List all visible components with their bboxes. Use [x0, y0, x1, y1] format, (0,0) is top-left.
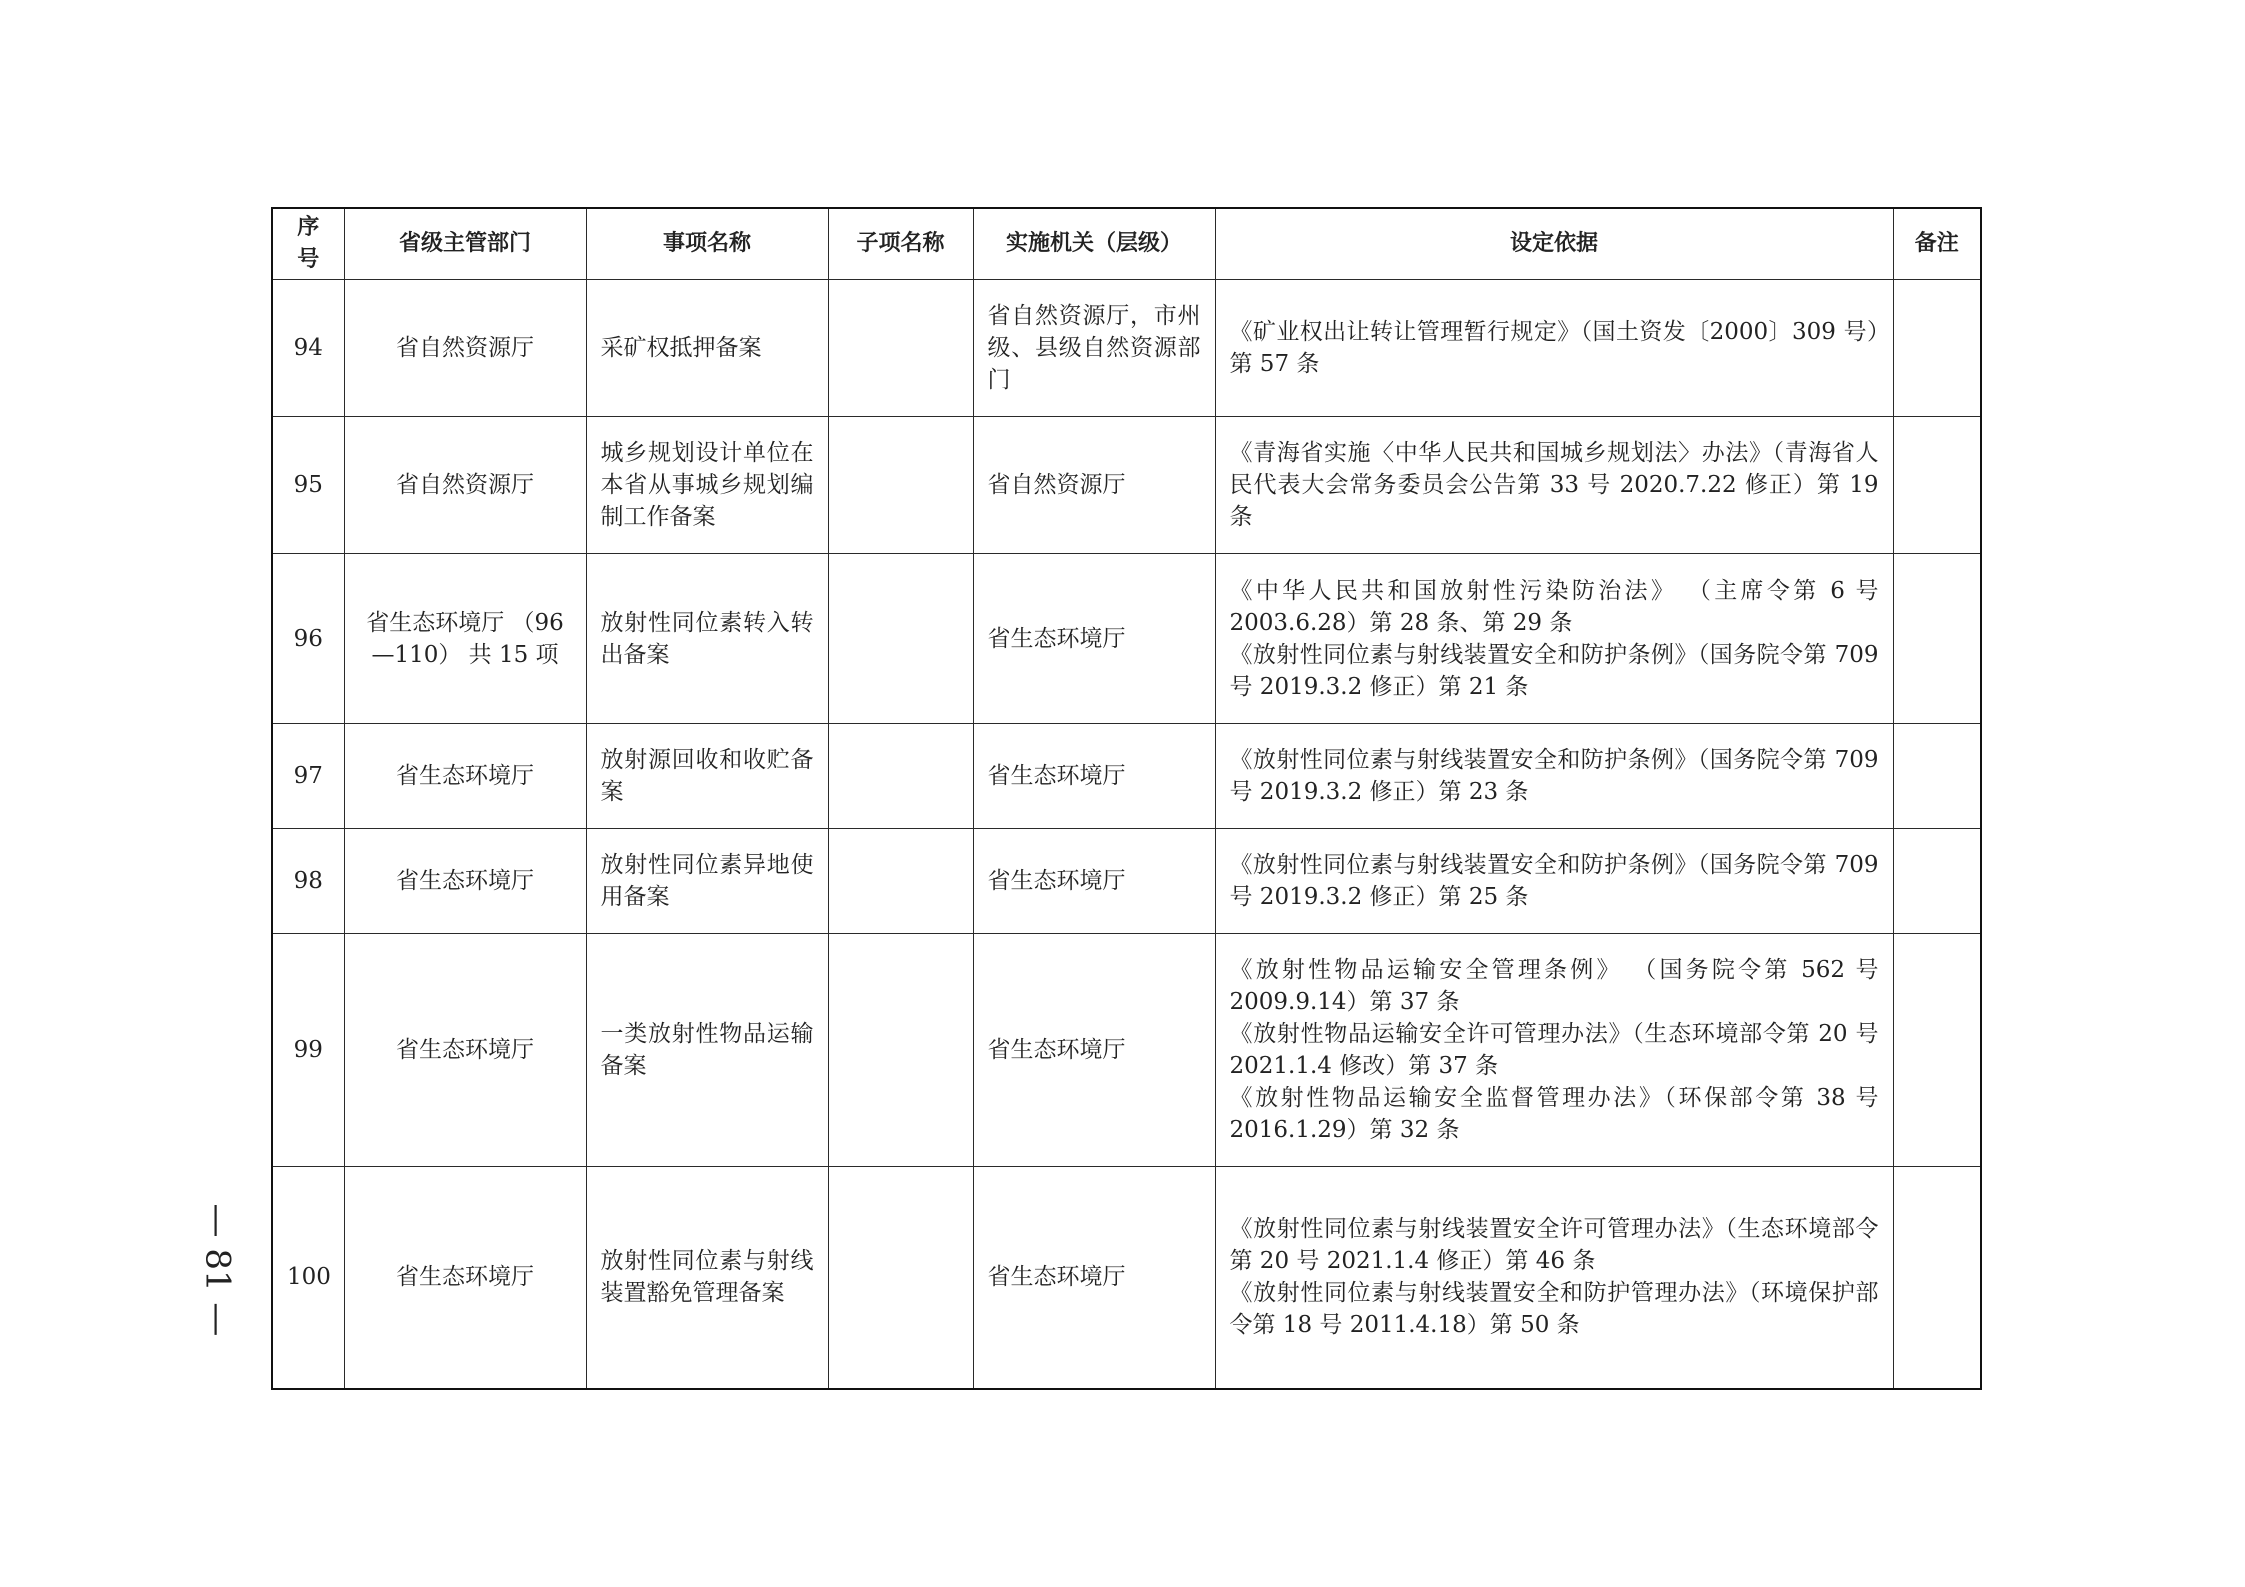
basis-line: 《放射性同位素与射线装置安全和防护条例》（国务院令第 709 号 2019.3.2 修正）第 23 条 — [1229, 747, 1879, 805]
item-line: 放射性同位素转入转出备案 — [600, 609, 814, 668]
cell-seq: 95 — [272, 417, 344, 554]
cell-sub — [828, 1167, 973, 1389]
cell-dept — [344, 554, 586, 724]
cell-sub — [828, 724, 973, 829]
cell-dept — [344, 724, 586, 829]
cell-basis — [1215, 829, 1893, 934]
table-row — [272, 554, 1981, 724]
table-header-row — [272, 208, 1981, 280]
cell-agency — [973, 1167, 1215, 1389]
basis-line: 《矿业权出让转让管理暂行规定》（国土资发〔2000〕309 号）第 57 条 — [1229, 319, 1879, 377]
item-line: 放射源回收和收贮备案 — [600, 747, 814, 805]
table-row — [272, 417, 1981, 554]
table-row — [272, 829, 1981, 934]
cell-dept — [344, 1167, 586, 1389]
basis-line: 《放射性物品运输安全管理条例》 （国务院令第 562 号 2009.9.14）第 37 条 — [1229, 957, 1879, 1015]
cell-remark — [1893, 829, 1981, 934]
header-sub: 子项名称 — [828, 208, 973, 280]
dept-line: 省自然资源厅 — [396, 472, 534, 498]
cell-dept — [344, 417, 586, 554]
cell-agency — [973, 934, 1215, 1167]
cell-remark — [1893, 554, 1981, 724]
cell-item — [586, 724, 828, 829]
agency-line: 省自然资源厅 — [987, 472, 1126, 498]
item-line: 放射性同位素与射线装置豁免管理备案 — [600, 1248, 814, 1307]
item-line: 采矿权抵押备案 — [600, 335, 762, 361]
cell-seq: 96 — [272, 554, 344, 724]
cell-agency — [973, 417, 1215, 554]
cell-seq: 98 — [272, 829, 344, 934]
agency-line: 省自然资源厅，市州级、县级自然资源部门 — [987, 303, 1201, 393]
cell-item — [586, 1167, 828, 1389]
cell-remark — [1893, 417, 1981, 554]
dept-line: 省生态环境厅 — [396, 1264, 534, 1291]
header-basis: 设定依据 — [1215, 208, 1893, 280]
item-line: 放射性同位素异地使用备案 — [600, 852, 814, 910]
cell-dept — [344, 280, 586, 417]
basis-line: 《中华人民共和国放射性污染防治法》 （主席令第 6 号 2003.6.28）第 28 条、第 29 条 — [1229, 577, 1879, 636]
cell-basis — [1215, 280, 1893, 417]
table-row — [272, 724, 1981, 829]
cell-seq: 99 — [272, 934, 344, 1167]
table-row — [272, 1167, 1981, 1389]
cell-item — [586, 829, 828, 934]
cell-remark — [1893, 934, 1981, 1167]
table-row — [272, 934, 1981, 1167]
basis-line: 《放射性同位素与射线装置安全和防护管理办法》（环境保护部令第 18 号 2011.4.18）第 50 条 — [1229, 1280, 1879, 1339]
cell-dept — [344, 934, 586, 1167]
cell-basis — [1215, 934, 1893, 1167]
cell-seq: 100 — [272, 1167, 344, 1389]
cell-agency — [973, 280, 1215, 417]
agency-line: 省生态环境厅 — [987, 868, 1126, 894]
cell-agency — [973, 724, 1215, 829]
cell-basis — [1215, 417, 1893, 554]
cell-seq: 97 — [272, 724, 344, 829]
dept-line: 省生态环境厅 — [396, 763, 534, 789]
basis-line: 《放射性物品运输安全监督管理办法》（环保部令第 38 号 2016.1.29）第 32 条 — [1229, 1085, 1879, 1143]
cell-sub — [828, 829, 973, 934]
dept-line: 共 15 项 — [468, 641, 559, 668]
page-number — [197, 1195, 237, 1345]
header-seq: 序号 — [272, 208, 344, 280]
basis-line: 《青海省实施〈中华人民共和国城乡规划法〉办法》（青海省人民代表大会常务委员会公告第 33 号 2020.7.22 修正）第 19 条 — [1229, 440, 1879, 530]
agency-line: 省生态环境厅 — [987, 763, 1126, 789]
cell-seq: 94 — [272, 280, 344, 417]
table-row — [272, 280, 1981, 417]
basis-line: 《放射性物品运输安全许可管理办法》（生态环境部令第 20 号 2021.1.4 修改）第 37 条 — [1229, 1021, 1879, 1079]
cell-remark — [1893, 280, 1981, 417]
dept-line: （96—110） — [371, 609, 564, 668]
cell-basis — [1215, 1167, 1893, 1389]
cell-basis — [1215, 724, 1893, 829]
cell-item — [586, 554, 828, 724]
dept-line: 省生态环境厅 — [396, 1037, 534, 1063]
header-agency: 实施机关（层级） — [973, 208, 1215, 280]
basis-line: 《放射性同位素与射线装置安全和防护条例》（国务院令第 709 号 2019.3.2 修正）第 21 条 — [1229, 641, 1879, 700]
cell-agency — [973, 554, 1215, 724]
cell-item — [586, 417, 828, 554]
header-remark: 备注 — [1893, 208, 1981, 280]
header-dept: 省级主管部门 — [344, 208, 586, 280]
agency-line: 省生态环境厅 — [987, 1264, 1126, 1291]
dept-line: 省生态环境厅 — [396, 868, 534, 894]
cell-remark — [1893, 1167, 1981, 1389]
page-number-text: — 81 — — [197, 1203, 238, 1337]
basis-line: 《放射性同位素与射线装置安全和防护条例》（国务院令第 709 号 2019.3.2 修正）第 25 条 — [1229, 852, 1879, 910]
dept-line: 省生态环境厅 — [366, 609, 505, 636]
cell-item — [586, 280, 828, 417]
agency-line: 省生态环境厅 — [987, 1037, 1126, 1063]
cell-agency — [973, 829, 1215, 934]
cell-dept — [344, 829, 586, 934]
cell-remark — [1893, 724, 1981, 829]
cell-sub — [828, 280, 973, 417]
item-line: 城乡规划设计单位在本省从事城乡规划编制工作备案 — [600, 440, 814, 530]
cell-sub — [828, 417, 973, 554]
cell-item — [586, 934, 828, 1167]
basis-line: 《放射性同位素与射线装置安全许可管理办法》（生态环境部令第 20 号 2021.1.4 修正）第 46 条 — [1229, 1216, 1879, 1275]
header-item: 事项名称 — [586, 208, 828, 280]
dept-line: 省自然资源厅 — [396, 335, 534, 361]
agency-line: 省生态环境厅 — [987, 625, 1126, 652]
filing-items-table — [271, 207, 1982, 1390]
cell-basis — [1215, 554, 1893, 724]
cell-sub — [828, 934, 973, 1167]
cell-sub — [828, 554, 973, 724]
item-line: 一类放射性物品运输备案 — [600, 1021, 814, 1079]
